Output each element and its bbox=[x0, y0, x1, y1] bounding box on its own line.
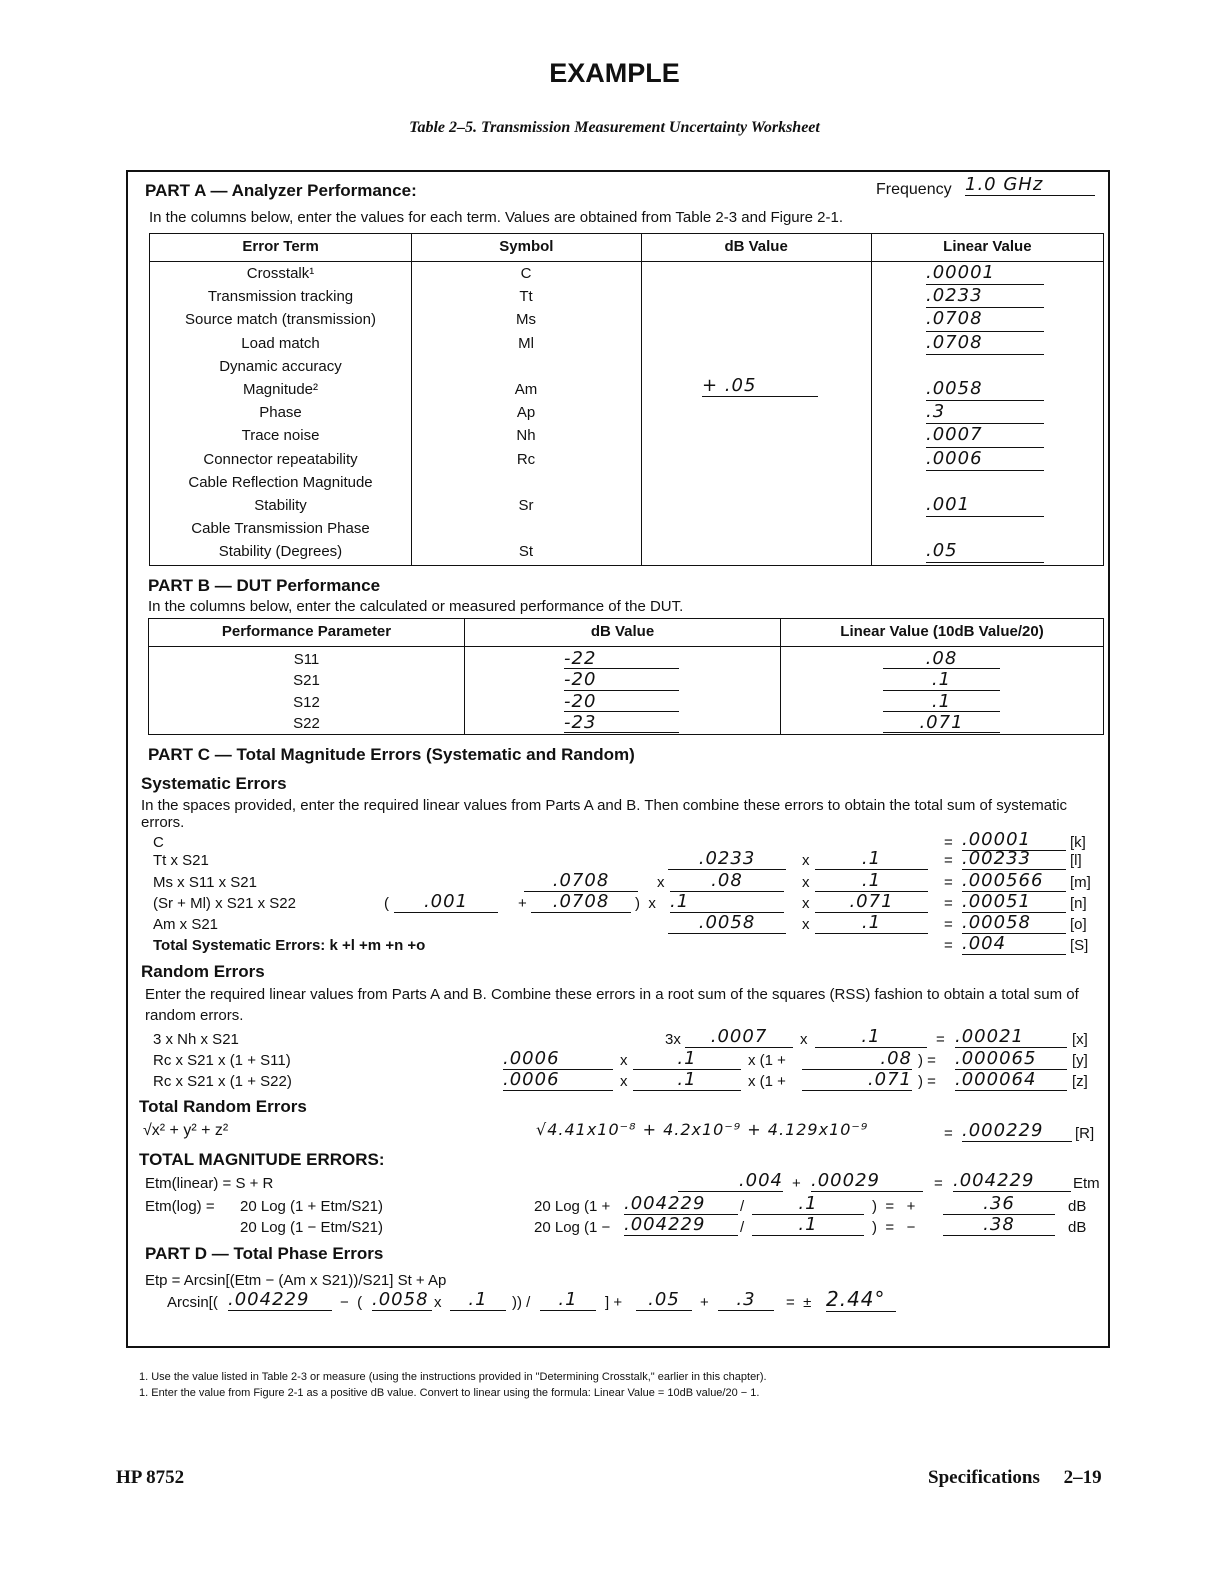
part-c-heading: PART C — Total Magnitude Errors (Systematic and Random) bbox=[148, 745, 635, 764]
rss-tag: [R] bbox=[1075, 1125, 1095, 1142]
close-paren-times: ) x bbox=[635, 895, 656, 912]
equals-sign: = bbox=[944, 937, 953, 954]
log-plus-b: .1 bbox=[752, 1193, 864, 1215]
list-item: .071 bbox=[883, 712, 1000, 733]
db-unit: dB bbox=[1068, 1219, 1087, 1236]
log-minus-b: .1 bbox=[752, 1214, 864, 1236]
phase-f: .3 bbox=[718, 1289, 774, 1311]
n-a: .001 bbox=[394, 891, 498, 913]
etm-linear-a: .004 bbox=[678, 1170, 783, 1192]
z-label: Rc x S21 x (1 + S22) bbox=[153, 1073, 292, 1090]
z-a: .0006 bbox=[503, 1069, 613, 1091]
list-item: .05 bbox=[926, 540, 1044, 563]
x-label: 3 x Nh x S21 bbox=[153, 1031, 239, 1048]
m-c: .1 bbox=[815, 870, 928, 892]
times-sign: x bbox=[620, 1073, 628, 1090]
list-item: .1 bbox=[883, 669, 1000, 690]
times-sign: x bbox=[802, 895, 810, 912]
col-db-value: dB Value bbox=[641, 234, 871, 262]
etm-linear-result: .004229 bbox=[953, 1170, 1071, 1192]
list-item: Tt bbox=[519, 288, 533, 306]
x-a: .0007 bbox=[685, 1026, 793, 1048]
t-tag: [l] bbox=[1070, 852, 1082, 869]
phase-d: .1 bbox=[540, 1289, 596, 1311]
random-heading: Random Errors bbox=[141, 962, 265, 981]
z-tag: [z] bbox=[1072, 1073, 1088, 1090]
plus-sign: + bbox=[700, 1294, 709, 1311]
log-minus-result: .38 bbox=[943, 1214, 1055, 1236]
o-b: .1 bbox=[815, 912, 928, 934]
phase-b: .0058 bbox=[372, 1289, 432, 1311]
times-sign: x bbox=[620, 1052, 628, 1069]
list-item: Sr bbox=[518, 496, 534, 514]
close-paren-equals: ) = bbox=[918, 1052, 936, 1069]
systematic-heading: Systematic Errors bbox=[141, 774, 287, 793]
times-sign: x bbox=[800, 1031, 808, 1048]
z-b: .1 bbox=[633, 1069, 741, 1091]
times-sign: x bbox=[657, 874, 665, 891]
list-item: S21 bbox=[293, 672, 320, 690]
t-a: .0233 bbox=[668, 848, 786, 870]
db-column bbox=[641, 262, 871, 566]
list-item: Nh bbox=[516, 427, 536, 445]
part-b-heading: PART B — DUT Performance bbox=[148, 576, 381, 595]
table-caption: Table 2–5. Transmission Measurement Uncertainty Worksheet bbox=[409, 119, 820, 136]
col-error-term: Error Term bbox=[150, 234, 412, 262]
list-item: Am bbox=[514, 380, 538, 398]
y-a: .0006 bbox=[503, 1048, 613, 1070]
m-result: .000566 bbox=[962, 870, 1066, 892]
three-times: 3x bbox=[665, 1031, 681, 1048]
list-item: .0058 bbox=[926, 378, 1044, 401]
n-label: (Sr + Ml) x S21 x S22 bbox=[153, 895, 296, 912]
list-item: Rc bbox=[516, 450, 536, 468]
close-paren-equals: ) = bbox=[918, 1073, 936, 1090]
o-tag: [o] bbox=[1070, 916, 1087, 933]
phase-e: .05 bbox=[636, 1289, 692, 1311]
list-item: St bbox=[518, 543, 534, 561]
list-item: Stability bbox=[254, 496, 307, 514]
frequency-label: Frequency bbox=[876, 181, 952, 198]
times-sign: x bbox=[802, 874, 810, 891]
col-db-value: dB Value bbox=[465, 619, 781, 647]
total-magnitude-heading: TOTAL MAGNITUDE ERRORS: bbox=[139, 1150, 385, 1169]
list-item: S12 bbox=[293, 693, 320, 711]
c-label: C bbox=[153, 834, 164, 851]
list-item: .0708 bbox=[926, 332, 1044, 355]
y-tag: [y] bbox=[1072, 1052, 1088, 1069]
m-label: Ms x S11 x S21 bbox=[153, 874, 257, 891]
total-random-heading: Total Random Errors bbox=[139, 1097, 307, 1116]
plus-sign: + bbox=[518, 895, 527, 912]
m-tag: [m] bbox=[1070, 874, 1091, 891]
etm-unit: Etm bbox=[1073, 1175, 1100, 1192]
n-d: .071 bbox=[815, 891, 928, 913]
equals-sign: = bbox=[944, 916, 953, 933]
n-b: .0708 bbox=[531, 891, 631, 913]
list-item: Magnitude² bbox=[242, 380, 319, 398]
list-item bbox=[926, 355, 1044, 378]
list-item: Trace noise bbox=[241, 427, 320, 445]
footer-product: HP 8752 bbox=[116, 1467, 185, 1488]
equals-sign: = bbox=[944, 852, 953, 869]
m-a: .0708 bbox=[524, 870, 638, 892]
equals-sign: = bbox=[934, 1175, 943, 1192]
t-b: .1 bbox=[815, 848, 928, 870]
c-tag: [k] bbox=[1070, 834, 1086, 851]
list-item: C bbox=[520, 265, 532, 282]
plus-sign: + bbox=[792, 1175, 801, 1192]
list-item bbox=[412, 474, 640, 497]
footnote-2: 1. Enter the value from Figure 2-1 as a positive dB value. Convert to linear using the formula: Linear Value = 10dB value/20 − 1. bbox=[139, 1387, 760, 1399]
times-sign: x bbox=[434, 1294, 442, 1311]
systematic-instructions: In the spaces provided, enter the required linear values from Parts A and B. Then combine these errors to obtain the total sum of systematic errors. bbox=[141, 797, 1068, 831]
part-b-instructions: In the columns below, enter the calculated or measured performance of the DUT. bbox=[148, 598, 684, 615]
col-performance-parameter: Performance Parameter bbox=[149, 619, 465, 647]
arcsin-prefix: Arcsin[( bbox=[167, 1294, 218, 1311]
n-tag: [n] bbox=[1070, 895, 1087, 912]
log-plus-result: .36 bbox=[943, 1193, 1055, 1215]
list-item: Transmission tracking bbox=[207, 288, 354, 306]
list-item: Connector repeatability bbox=[203, 450, 358, 468]
list-item: Dynamic accuracy bbox=[219, 357, 342, 375]
db-unit: dB bbox=[1068, 1198, 1087, 1215]
phase-formula: Etp = Arcsin[(Etm − (Am x S21))/S21] St + Ap bbox=[145, 1272, 447, 1289]
y-label: Rc x S21 x (1 + S11) bbox=[153, 1052, 291, 1069]
list-item: -23 bbox=[564, 712, 679, 733]
list-item: Cable Reflection Magnitude bbox=[188, 473, 373, 491]
equals-sign: = bbox=[944, 874, 953, 891]
times-one-plus: x (1 + bbox=[748, 1052, 786, 1069]
close-equals-minus: ) = − bbox=[872, 1219, 916, 1236]
equals-plusminus: = ± bbox=[786, 1294, 812, 1311]
list-item: Source match (transmission) bbox=[185, 311, 376, 329]
y-result: .000065 bbox=[955, 1048, 1067, 1070]
list-item: .0006 bbox=[926, 448, 1044, 471]
n-result: .00051 bbox=[962, 891, 1066, 913]
etm-log-label: Etm(log) = bbox=[145, 1198, 215, 1215]
divide-sign: / bbox=[740, 1219, 745, 1236]
list-item: .08 bbox=[883, 648, 1000, 669]
o-label: Am x S21 bbox=[153, 916, 219, 933]
footnote-1: 1. Use the value listed in Table 2-3 or measure (using the instructions provided in "Determining Crosstalk," earlier in this chapter). bbox=[139, 1371, 767, 1383]
list-item: .1 bbox=[883, 691, 1000, 712]
list-item: Cable Transmission Phase bbox=[191, 520, 370, 538]
z-c: .071 bbox=[802, 1069, 912, 1091]
log-plus-prefix: 20 Log (1 + bbox=[534, 1198, 611, 1215]
etm-log-minus: 20 Log (1 − Etm/S21) bbox=[240, 1219, 383, 1236]
y-b: .1 bbox=[633, 1048, 741, 1070]
rss-formula: √x² + y² + z² bbox=[143, 1122, 229, 1139]
etm-log-plus: 20 Log (1 + Etm/S21) bbox=[240, 1198, 383, 1215]
open-paren: ( bbox=[384, 895, 389, 912]
divide-sign: / bbox=[740, 1198, 745, 1215]
c-result: .00001 bbox=[962, 829, 1066, 851]
col-linear-value: Linear Value bbox=[871, 234, 1103, 262]
list-item: -20 bbox=[564, 691, 679, 712]
equals-sign: = bbox=[944, 1125, 953, 1142]
list-item bbox=[412, 358, 640, 381]
list-item: .3 bbox=[926, 401, 1044, 424]
etm-linear-b: .00029 bbox=[811, 1170, 923, 1192]
x-b: .1 bbox=[815, 1026, 927, 1048]
close-plus: ] + bbox=[605, 1294, 623, 1311]
t-result: .00233 bbox=[962, 848, 1066, 870]
y-c: .08 bbox=[802, 1048, 912, 1070]
close-equals-plus: ) = + bbox=[872, 1198, 916, 1215]
times-sign: x bbox=[802, 916, 810, 933]
part-a-instructions: In the columns below, enter the values for each term. Values are obtained from Table 2-3 and Figure 2-1. bbox=[149, 209, 844, 226]
list-item: S22 bbox=[293, 714, 320, 732]
list-item: Ms bbox=[516, 311, 536, 329]
times-one-plus: x (1 + bbox=[748, 1073, 786, 1090]
param-list bbox=[150, 651, 463, 736]
minus-open: − ( bbox=[340, 1294, 363, 1311]
rss-result: .000229 bbox=[962, 1120, 1072, 1142]
total-systematic-result: .004 bbox=[962, 933, 1066, 955]
m-b: .08 bbox=[670, 870, 784, 892]
footer-page: Specifications 2–19 bbox=[928, 1467, 1102, 1488]
log-minus-a: .004229 bbox=[624, 1214, 738, 1236]
list-item: Phase bbox=[259, 404, 302, 422]
list-item bbox=[412, 520, 640, 543]
list-item bbox=[926, 471, 1044, 494]
equals-sign: = bbox=[936, 1031, 945, 1048]
log-minus-prefix: 20 Log (1 − bbox=[534, 1219, 611, 1236]
db-value-list bbox=[564, 648, 679, 733]
o-a: .0058 bbox=[668, 912, 786, 934]
x-tag: [x] bbox=[1072, 1031, 1088, 1048]
total-systematic-label: Total Systematic Errors: k +l +m +n +o bbox=[153, 937, 426, 954]
equals-sign: = bbox=[944, 834, 953, 851]
list-item: .00001 bbox=[926, 262, 1044, 285]
times-sign: x bbox=[802, 852, 810, 869]
part-a-heading: PART A — Analyzer Performance: bbox=[145, 181, 417, 200]
phase-a: .004229 bbox=[228, 1289, 332, 1311]
x-result: .00021 bbox=[955, 1026, 1067, 1048]
rss-values: √4.41x10⁻⁸ + 4.2x10⁻⁹ + 4.129x10⁻⁹ bbox=[536, 1120, 869, 1139]
list-item: Ap bbox=[516, 404, 536, 422]
magnitude-db-value: + .05 bbox=[702, 375, 818, 397]
close-divide: )) / bbox=[512, 1294, 531, 1311]
n-c: .1 bbox=[670, 891, 784, 913]
list-item: .0708 bbox=[926, 308, 1044, 331]
col-symbol: Symbol bbox=[412, 234, 641, 262]
col-linear-value: Linear Value (10dB Value/20) bbox=[781, 619, 1104, 647]
phase-result: 2.44° bbox=[826, 1287, 896, 1312]
list-item: .0233 bbox=[926, 285, 1044, 308]
list-item: Stability (Degrees) bbox=[218, 543, 343, 561]
list-item: S11 bbox=[293, 651, 320, 668]
list-item: .0007 bbox=[926, 424, 1044, 447]
list-item: Crosstalk¹ bbox=[246, 265, 315, 282]
random-instructions: Enter the required linear values from Parts A and B. Combine these errors in a root sum of the squares (RSS) fashion to obtain a total sum of random errors. bbox=[145, 986, 1079, 1024]
linear-value-list bbox=[926, 262, 1044, 563]
frequency-value: 1.0 GHz bbox=[965, 174, 1095, 196]
list-item: Load match bbox=[241, 334, 320, 352]
page-title: EXAMPLE bbox=[549, 58, 680, 88]
symbol-list bbox=[412, 265, 640, 566]
list-item: -22 bbox=[564, 648, 679, 669]
total-systematic-tag: [S] bbox=[1070, 937, 1089, 954]
etm-linear-label: Etm(linear) = S + R bbox=[145, 1175, 274, 1192]
list-item: -20 bbox=[564, 669, 679, 690]
log-plus-a: .004229 bbox=[624, 1193, 738, 1215]
error-term-list bbox=[151, 265, 410, 566]
phase-c: .1 bbox=[450, 1289, 506, 1311]
list-item: .001 bbox=[926, 494, 1044, 517]
equals-sign: = bbox=[944, 895, 953, 912]
part-d-heading: PART D — Total Phase Errors bbox=[145, 1244, 384, 1263]
o-result: .00058 bbox=[962, 912, 1066, 934]
t-label: Tt x S21 bbox=[153, 852, 209, 869]
z-result: .000064 bbox=[955, 1069, 1067, 1091]
list-item bbox=[926, 517, 1044, 540]
linear-value-list-b bbox=[883, 648, 1000, 733]
list-item: Ml bbox=[518, 334, 534, 352]
